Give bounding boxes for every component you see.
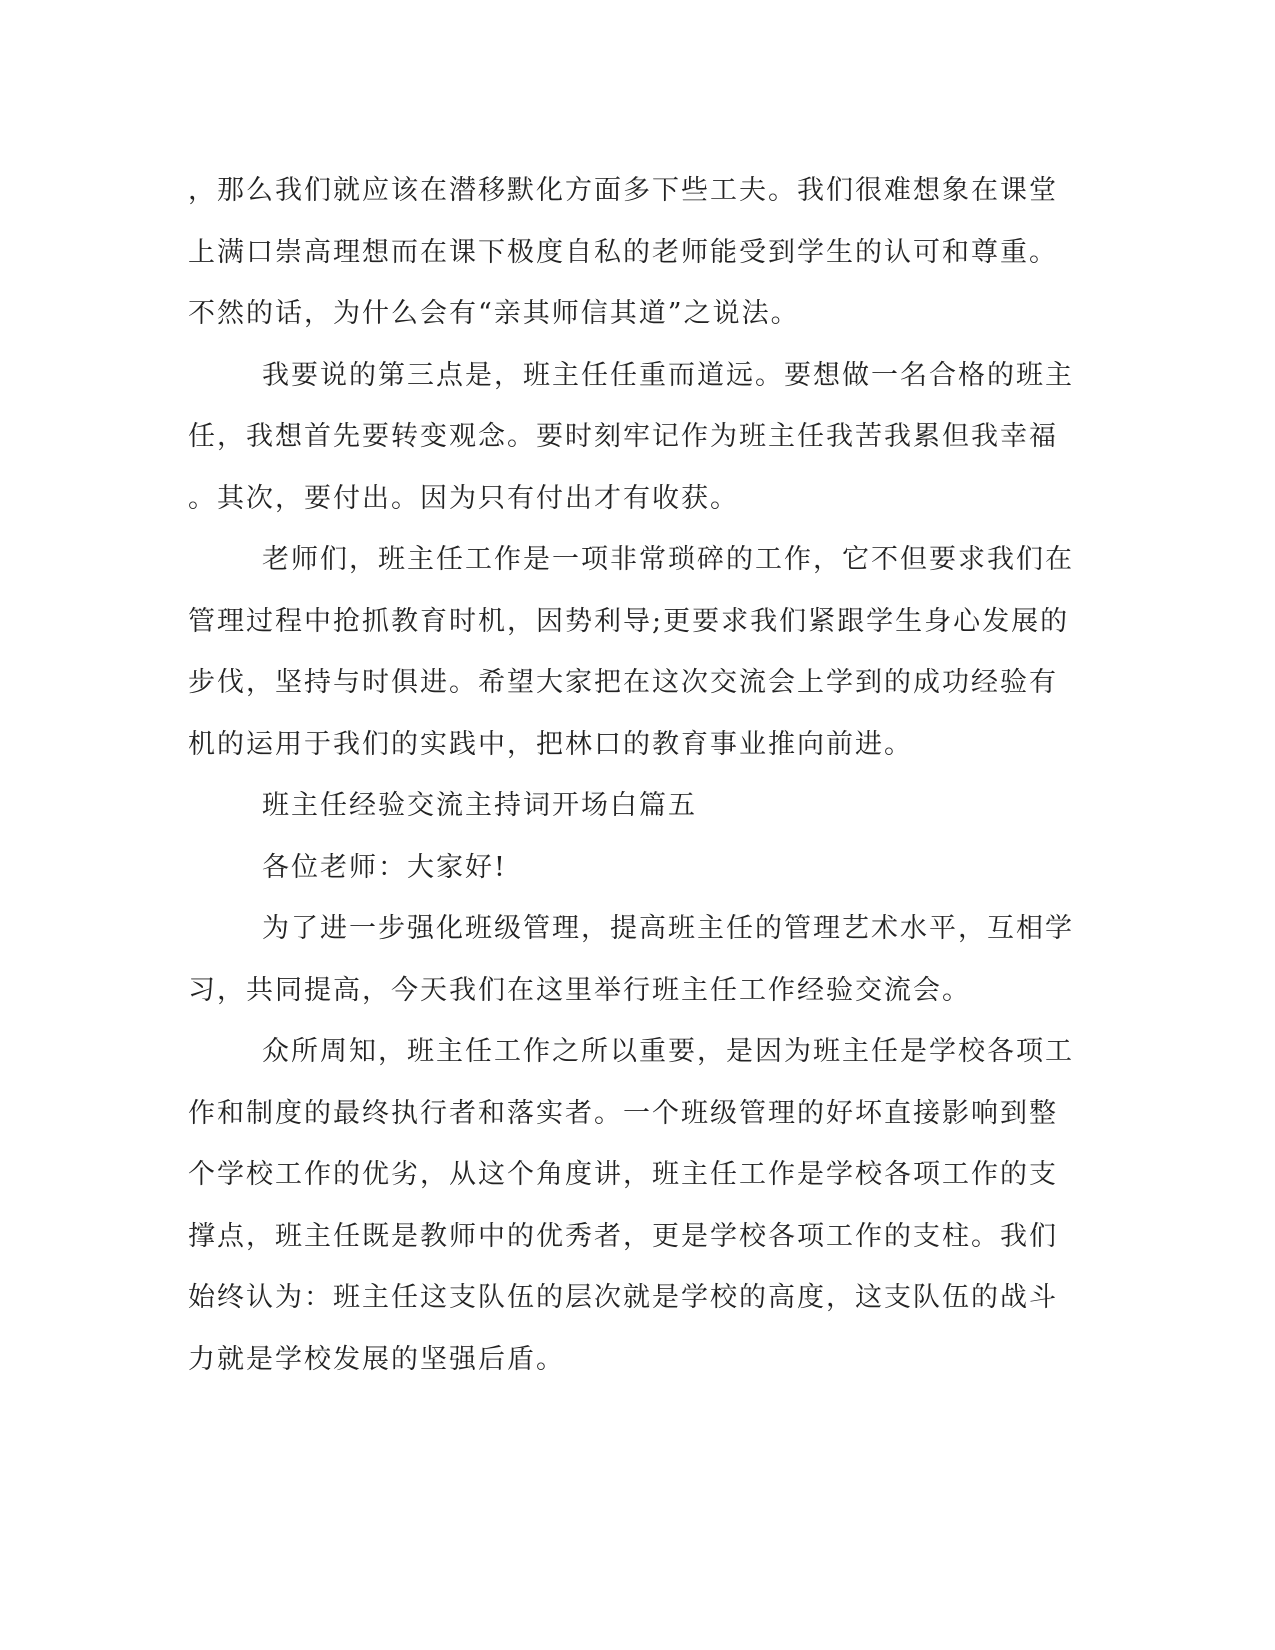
text-line: 撑点，班主任既是教师中的优秀者，更是学校各项工作的支柱。我们 xyxy=(188,1220,1058,1252)
text-line: 为了进一步强化班级管理，提高班主任的管理艺术水平，互相学 xyxy=(262,913,1074,944)
text-line: 步伐，坚持与时俱进。希望大家把在这次交流会上学到的成功经验有 xyxy=(188,667,1058,698)
text-line: 众所周知，班主任工作之所以重要，是因为班主任是学校各项工 xyxy=(262,1036,1074,1067)
paragraph-7 xyxy=(188,1021,1088,1390)
paragraph-2 xyxy=(188,345,1088,530)
text-line: ，那么我们就应该在潜移默化方面多下些工夫。我们很难想象在课堂 xyxy=(188,175,1058,206)
text-line: 上满口崇高理想而在课下极度自私的老师能受到学生的认可和尊重。 xyxy=(188,236,1058,268)
text-line: 机的运用于我们的实践中，把林口的教育事业推向前进。 xyxy=(188,728,913,760)
greeting xyxy=(188,837,1088,899)
text-line: 不然的话，为什么会有“亲其师信其道”之说法。 xyxy=(188,298,800,329)
document-body xyxy=(188,160,1088,1390)
text-line: 力就是学校发展的坚强后盾。 xyxy=(188,1343,565,1375)
text-line: 。其次，要付出。因为只有付出才有收获。 xyxy=(188,482,739,514)
paragraph-6 xyxy=(188,898,1088,1021)
text-line: 管理过程中抢抓教育时机，因势利导;更要求我们紧跟学生身心发展的 xyxy=(188,605,1070,637)
text-line: 各位老师：大家好! xyxy=(262,851,507,883)
text-line: 老师们，班主任工作是一项非常琐碎的工作，它不但要求我们在 xyxy=(262,544,1074,575)
section-heading xyxy=(188,775,1088,837)
text-line: 始终认为：班主任这支队伍的层次就是学校的高度，这支队伍的战斗 xyxy=(188,1282,1058,1313)
text-line: 我要说的第三点是，班主任任重而道远。要想做一名合格的班主 xyxy=(262,359,1074,391)
paragraph-1 xyxy=(188,160,1088,345)
text-line: 作和制度的最终执行者和落实者。一个班级管理的好坏直接影响到整 xyxy=(188,1097,1058,1129)
paragraph-3 xyxy=(188,529,1088,775)
text-line: 班主任经验交流主持词开场白篇五 xyxy=(262,790,697,821)
text-line: 任，我想首先要转变观念。要时刻牢记作为班主任我苦我累但我幸福 xyxy=(188,421,1058,452)
text-line: 习，共同提高，今天我们在这里举行班主任工作经验交流会。 xyxy=(188,974,971,1006)
text-line: 个学校工作的优劣，从这个角度讲，班主任工作是学校各项工作的支 xyxy=(188,1159,1058,1190)
